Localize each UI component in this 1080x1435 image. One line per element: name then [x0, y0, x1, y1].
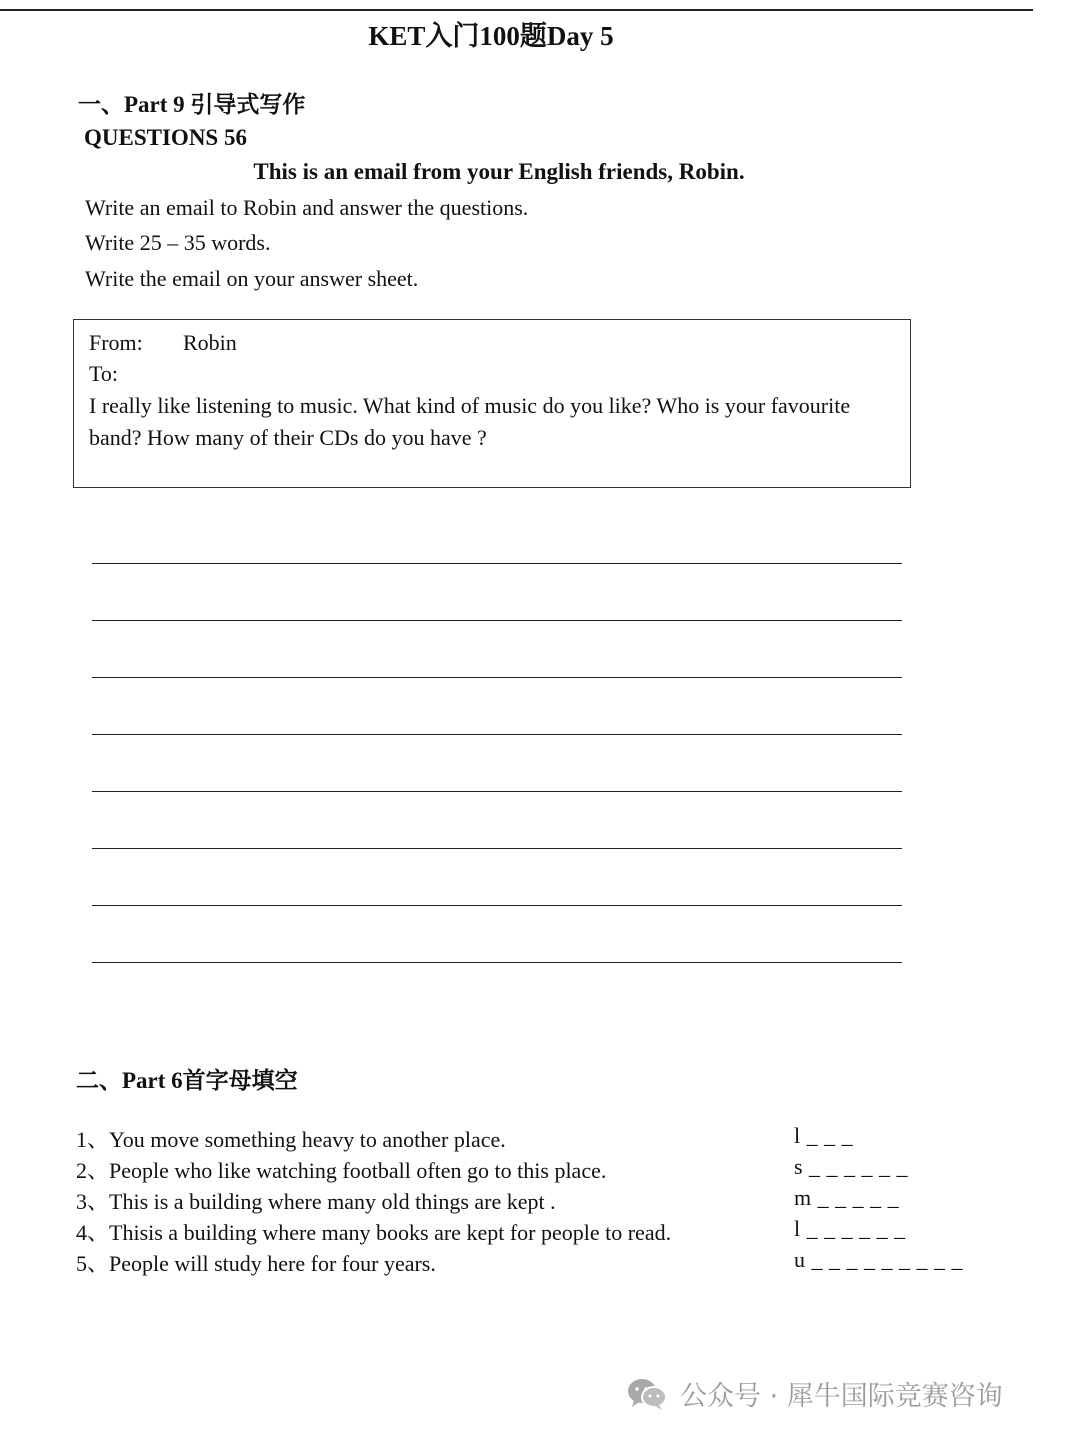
- instruction-2: Write 25 – 35 words.: [85, 230, 271, 255]
- item-answer-blank[interactable]: s _ _ _ _ _ _: [794, 1154, 909, 1179]
- item-number: 3、: [76, 1189, 110, 1214]
- list-item: [76, 1247, 976, 1278]
- item-text: Thisis a building where many books are kept for people to read.: [109, 1220, 672, 1245]
- section1-heading: 一、Part 9 引导式写作: [78, 92, 306, 117]
- item-text: You move something heavy to another place.: [109, 1127, 506, 1152]
- email-body: I really like listening to music. What kind of music do you like? Who is your favourite band? How many of their CDs do you have ?: [89, 393, 851, 450]
- item-number: 1、: [76, 1127, 110, 1152]
- item-number: 4、: [76, 1220, 110, 1245]
- answer-line[interactable]: [92, 620, 902, 621]
- list-item: [76, 1123, 976, 1154]
- item-text: People will study here for four years.: [109, 1251, 436, 1276]
- answer-line[interactable]: [92, 677, 902, 678]
- item-text: This is a building where many old things are kept .: [109, 1189, 556, 1214]
- list-item: [76, 1216, 976, 1247]
- item-answer-blank[interactable]: u _ _ _ _ _ _ _ _ _: [794, 1247, 963, 1272]
- answer-line[interactable]: [92, 962, 902, 963]
- instruction-1: Write an email to Robin and answer the questions.: [85, 195, 529, 220]
- wechat-icon: [626, 1376, 668, 1412]
- list-item: [76, 1185, 976, 1216]
- list-item: [76, 1154, 976, 1185]
- answer-line[interactable]: [92, 734, 902, 735]
- question-label: QUESTIONS 56: [84, 125, 247, 150]
- section2-heading: 二、Part 6首字母填空: [76, 1068, 298, 1093]
- page-title: KET入门100题Day 5: [368, 21, 614, 51]
- item-answer-blank[interactable]: l _ _ _ _ _ _: [794, 1216, 906, 1241]
- top-rule: [0, 9, 1033, 11]
- item-answer-blank[interactable]: m _ _ _ _ _: [794, 1185, 900, 1210]
- instruction-3: Write the email on your answer sheet.: [85, 266, 419, 291]
- email-from-value: Robin: [183, 330, 237, 355]
- watermark-text: 公众号 · 犀牛国际竞赛咨询: [680, 1381, 1003, 1412]
- item-number: 2、: [76, 1158, 110, 1183]
- answer-line[interactable]: [92, 791, 902, 792]
- answer-line[interactable]: [92, 848, 902, 849]
- email-from-label: From:: [89, 330, 143, 355]
- email-to-label: To:: [89, 361, 119, 386]
- item-text: People who like watching football often go to this place.: [109, 1158, 607, 1183]
- watermark: [626, 1374, 1003, 1413]
- item-number: 5、: [76, 1251, 110, 1276]
- answer-line[interactable]: [92, 905, 902, 906]
- email-intro: This is an email from your English friends, Robin.: [253, 159, 745, 184]
- email-box: [73, 319, 911, 488]
- item-answer-blank[interactable]: l _ _ _: [794, 1123, 854, 1148]
- answer-line[interactable]: [92, 563, 902, 564]
